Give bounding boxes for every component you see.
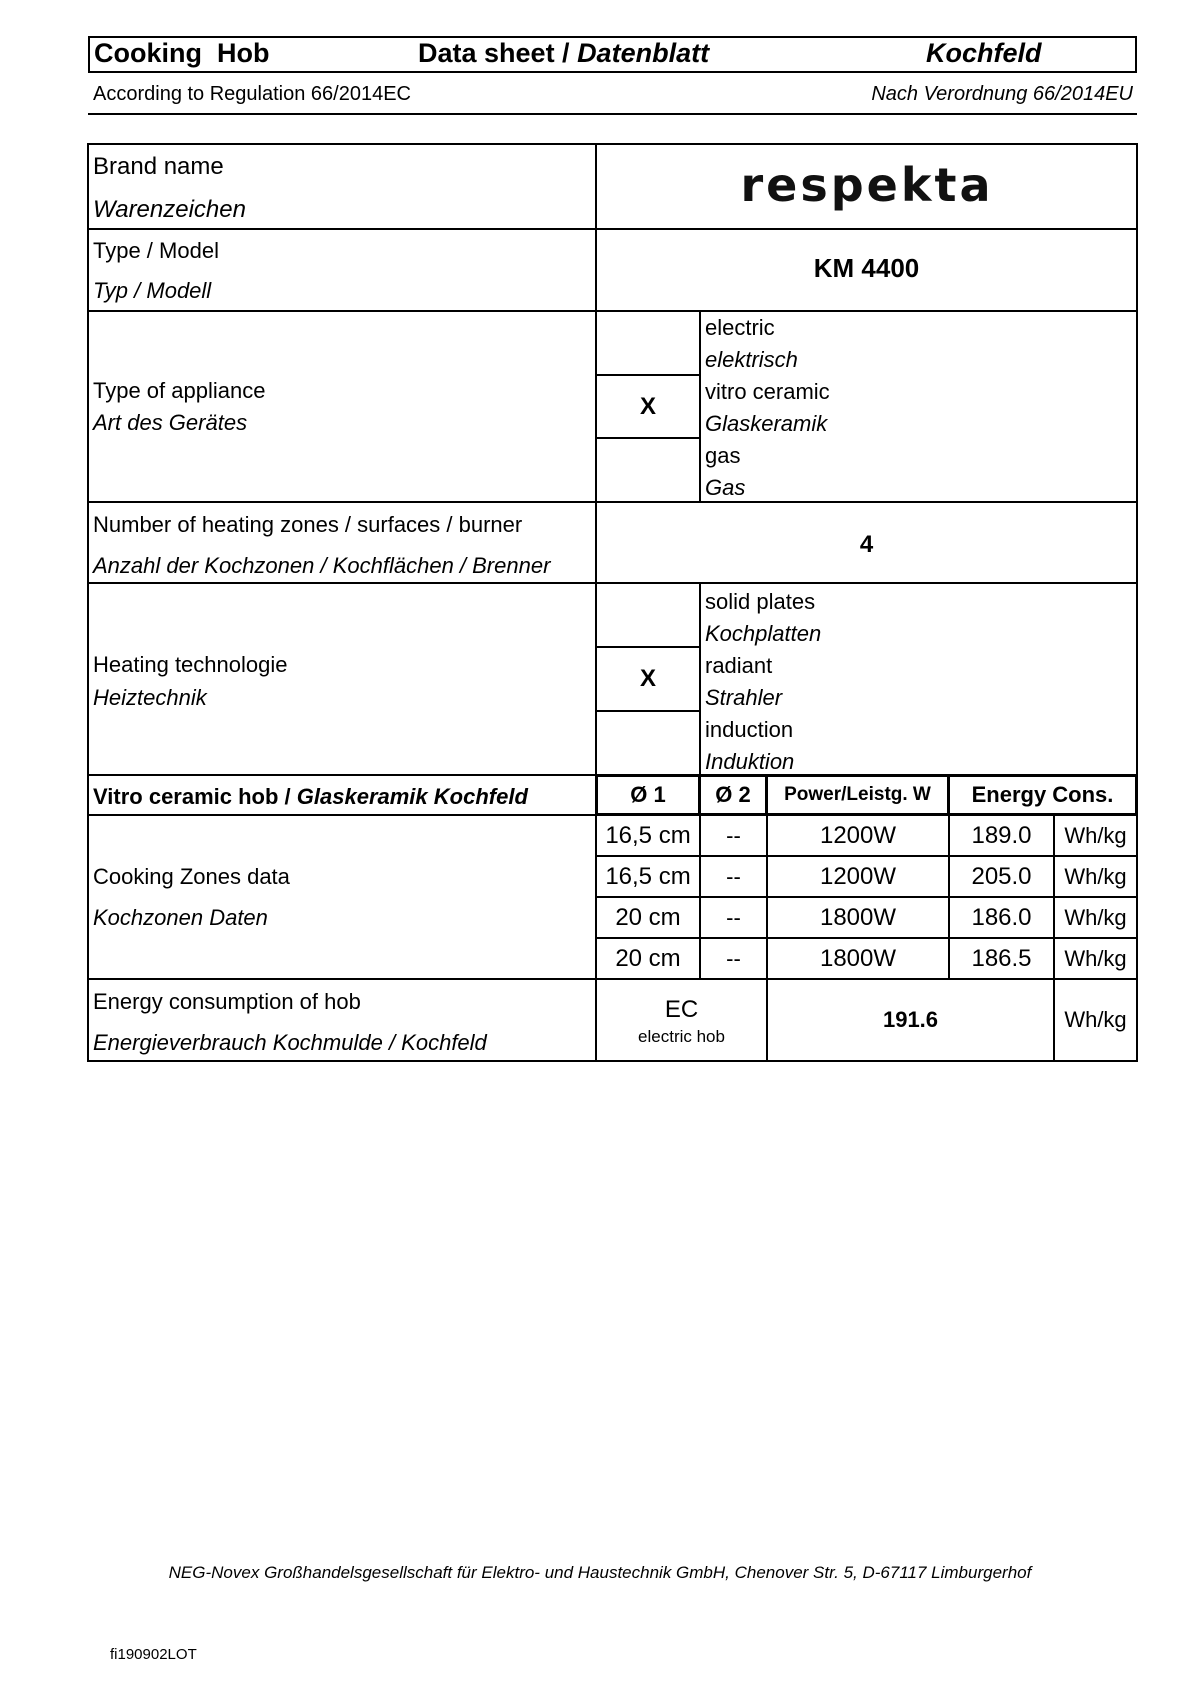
appliance-option-vitro-de: Glaskeramik	[705, 411, 828, 436]
zone-row-4-unit: Wh/kg	[1064, 945, 1127, 971]
row-line-appliance	[87, 501, 1138, 503]
header-title-right: Kochfeld	[926, 38, 1042, 68]
zones-data-label-de: Kochzonen Daten	[93, 905, 268, 930]
zones-value: 4	[859, 531, 874, 558]
header-title-left: Cooking Hob	[94, 38, 270, 68]
zone-row-3-energy: 186.0	[971, 903, 1032, 931]
header-center-plain: Data sheet /	[418, 38, 578, 68]
check-line-4	[595, 710, 701, 712]
zones-label-de: Anzahl der Kochzonen / Kochflächen / Brenner	[93, 553, 551, 578]
zones-title-italic: Glaskeramik Kochfeld	[296, 784, 528, 809]
energy-code: EC	[664, 996, 699, 1023]
zone-row-4-d2: --	[726, 945, 741, 971]
model-label-de: Typ / Modell	[93, 278, 212, 303]
zone-row-2-energy: 205.0	[971, 862, 1032, 890]
checkbox-divider-1	[699, 311, 701, 502]
technology-option-induction-en: induction	[705, 717, 794, 742]
zones-label-en: Number of heating zones / surfaces / burner	[93, 512, 523, 537]
row-line-bottom	[87, 1060, 1138, 1062]
zone-row-1-d1: 16,5 cm	[605, 821, 691, 849]
footer-doc-id: fi190902LOT	[110, 1646, 197, 1663]
energy-label-de: Energieverbrauch Kochmulde / Kochfeld	[93, 1030, 487, 1055]
logo-text: respekta	[739, 162, 994, 211]
energy-label-en: Energy consumption of hob	[93, 989, 361, 1014]
model-label-en: Type / Model	[93, 238, 219, 263]
technology-option-radiant-en: radiant	[705, 653, 773, 678]
zone-row-3-power: 1800W	[819, 903, 897, 931]
header-d2: Ø 2	[715, 782, 751, 807]
appliance-label-en: Type of appliance	[93, 378, 266, 403]
header-d1: Ø 1	[630, 782, 666, 807]
appliance-option-gas-en: gas	[705, 443, 741, 468]
brand-logo	[597, 145, 1136, 228]
energy-unit: Wh/kg	[1064, 1007, 1127, 1032]
technology-option-solid-en: solid plates	[705, 589, 816, 614]
zones-title-plain: Vitro ceramic hob /	[93, 784, 297, 809]
zone-row-2-d2: --	[726, 863, 741, 889]
zone-row-3-unit: Wh/kg	[1064, 904, 1127, 930]
technology-option-induction-de: Induktion	[705, 749, 795, 774]
regulation-en: According to Regulation 66/2014EC	[93, 83, 411, 105]
row-line-zones	[87, 582, 1138, 584]
appliance-label-de: Art des Gerätes	[93, 410, 248, 435]
header-center-italic: Datenblatt	[577, 38, 710, 68]
zone-row-2-power: 1200W	[819, 862, 897, 890]
zone-row-3-d1: 20 cm	[615, 903, 681, 931]
model-value: KM 4400	[813, 253, 920, 283]
zone-row-1-power: 1200W	[819, 821, 897, 849]
appliance-option-gas-de: Gas	[705, 475, 746, 500]
regulation-de: Nach Verordnung 66/2014EU	[871, 83, 1133, 105]
zone-row-4-power: 1800W	[819, 944, 897, 972]
zones-table-title	[93, 784, 528, 810]
zone-row-3-d2: --	[726, 904, 741, 930]
energy-code-sub: electric hob	[638, 1027, 725, 1046]
appliance-option-electric-de: elektrisch	[705, 347, 798, 372]
table-border-right	[1136, 143, 1138, 1062]
header-power: Power/Leistg. W	[784, 784, 931, 805]
technology-mark: X	[639, 665, 656, 692]
table-border-left	[87, 143, 89, 1062]
header-energy: Energy Cons.	[971, 782, 1114, 807]
technology-option-solid-de: Kochplatten	[705, 621, 822, 646]
respekta-logo	[707, 163, 1027, 211]
checkbox-divider-2	[699, 584, 701, 775]
brand-label-de: Warenzeichen	[93, 196, 246, 223]
check-line-2	[595, 437, 701, 439]
zone-row-1-d2: --	[726, 822, 741, 848]
zone-row-2-d1: 16,5 cm	[605, 862, 691, 890]
appliance-mark: X	[639, 392, 656, 420]
appliance-option-vitro-en: vitro ceramic	[705, 379, 830, 404]
technology-option-radiant-de: Strahler	[705, 685, 783, 710]
energy-value: 191.6	[882, 1007, 939, 1032]
zone-row-1-unit: Wh/kg	[1064, 822, 1127, 848]
technology-label-de: Heiztechnik	[93, 685, 207, 710]
brand-label-en: Brand name	[93, 153, 224, 180]
zones-data-label-en: Cooking Zones data	[93, 864, 290, 889]
zone-row-4-d1: 20 cm	[615, 944, 681, 972]
zone-row-1-energy: 189.0	[971, 821, 1032, 849]
technology-label-en: Heating technologie	[93, 652, 288, 677]
row-line-model	[87, 310, 1138, 312]
zone-row-4-energy: 186.5	[971, 944, 1032, 972]
appliance-option-electric-en: electric	[705, 315, 775, 340]
row-line-brand	[87, 228, 1138, 230]
zone-row-2-unit: Wh/kg	[1064, 863, 1127, 889]
footer-address: NEG-Novex Großhandelsgesellschaft für Elektro- und Haustechnik GmbH, Chenover Str. 5, D-67117 Limburgerhof	[168, 1563, 1032, 1582]
